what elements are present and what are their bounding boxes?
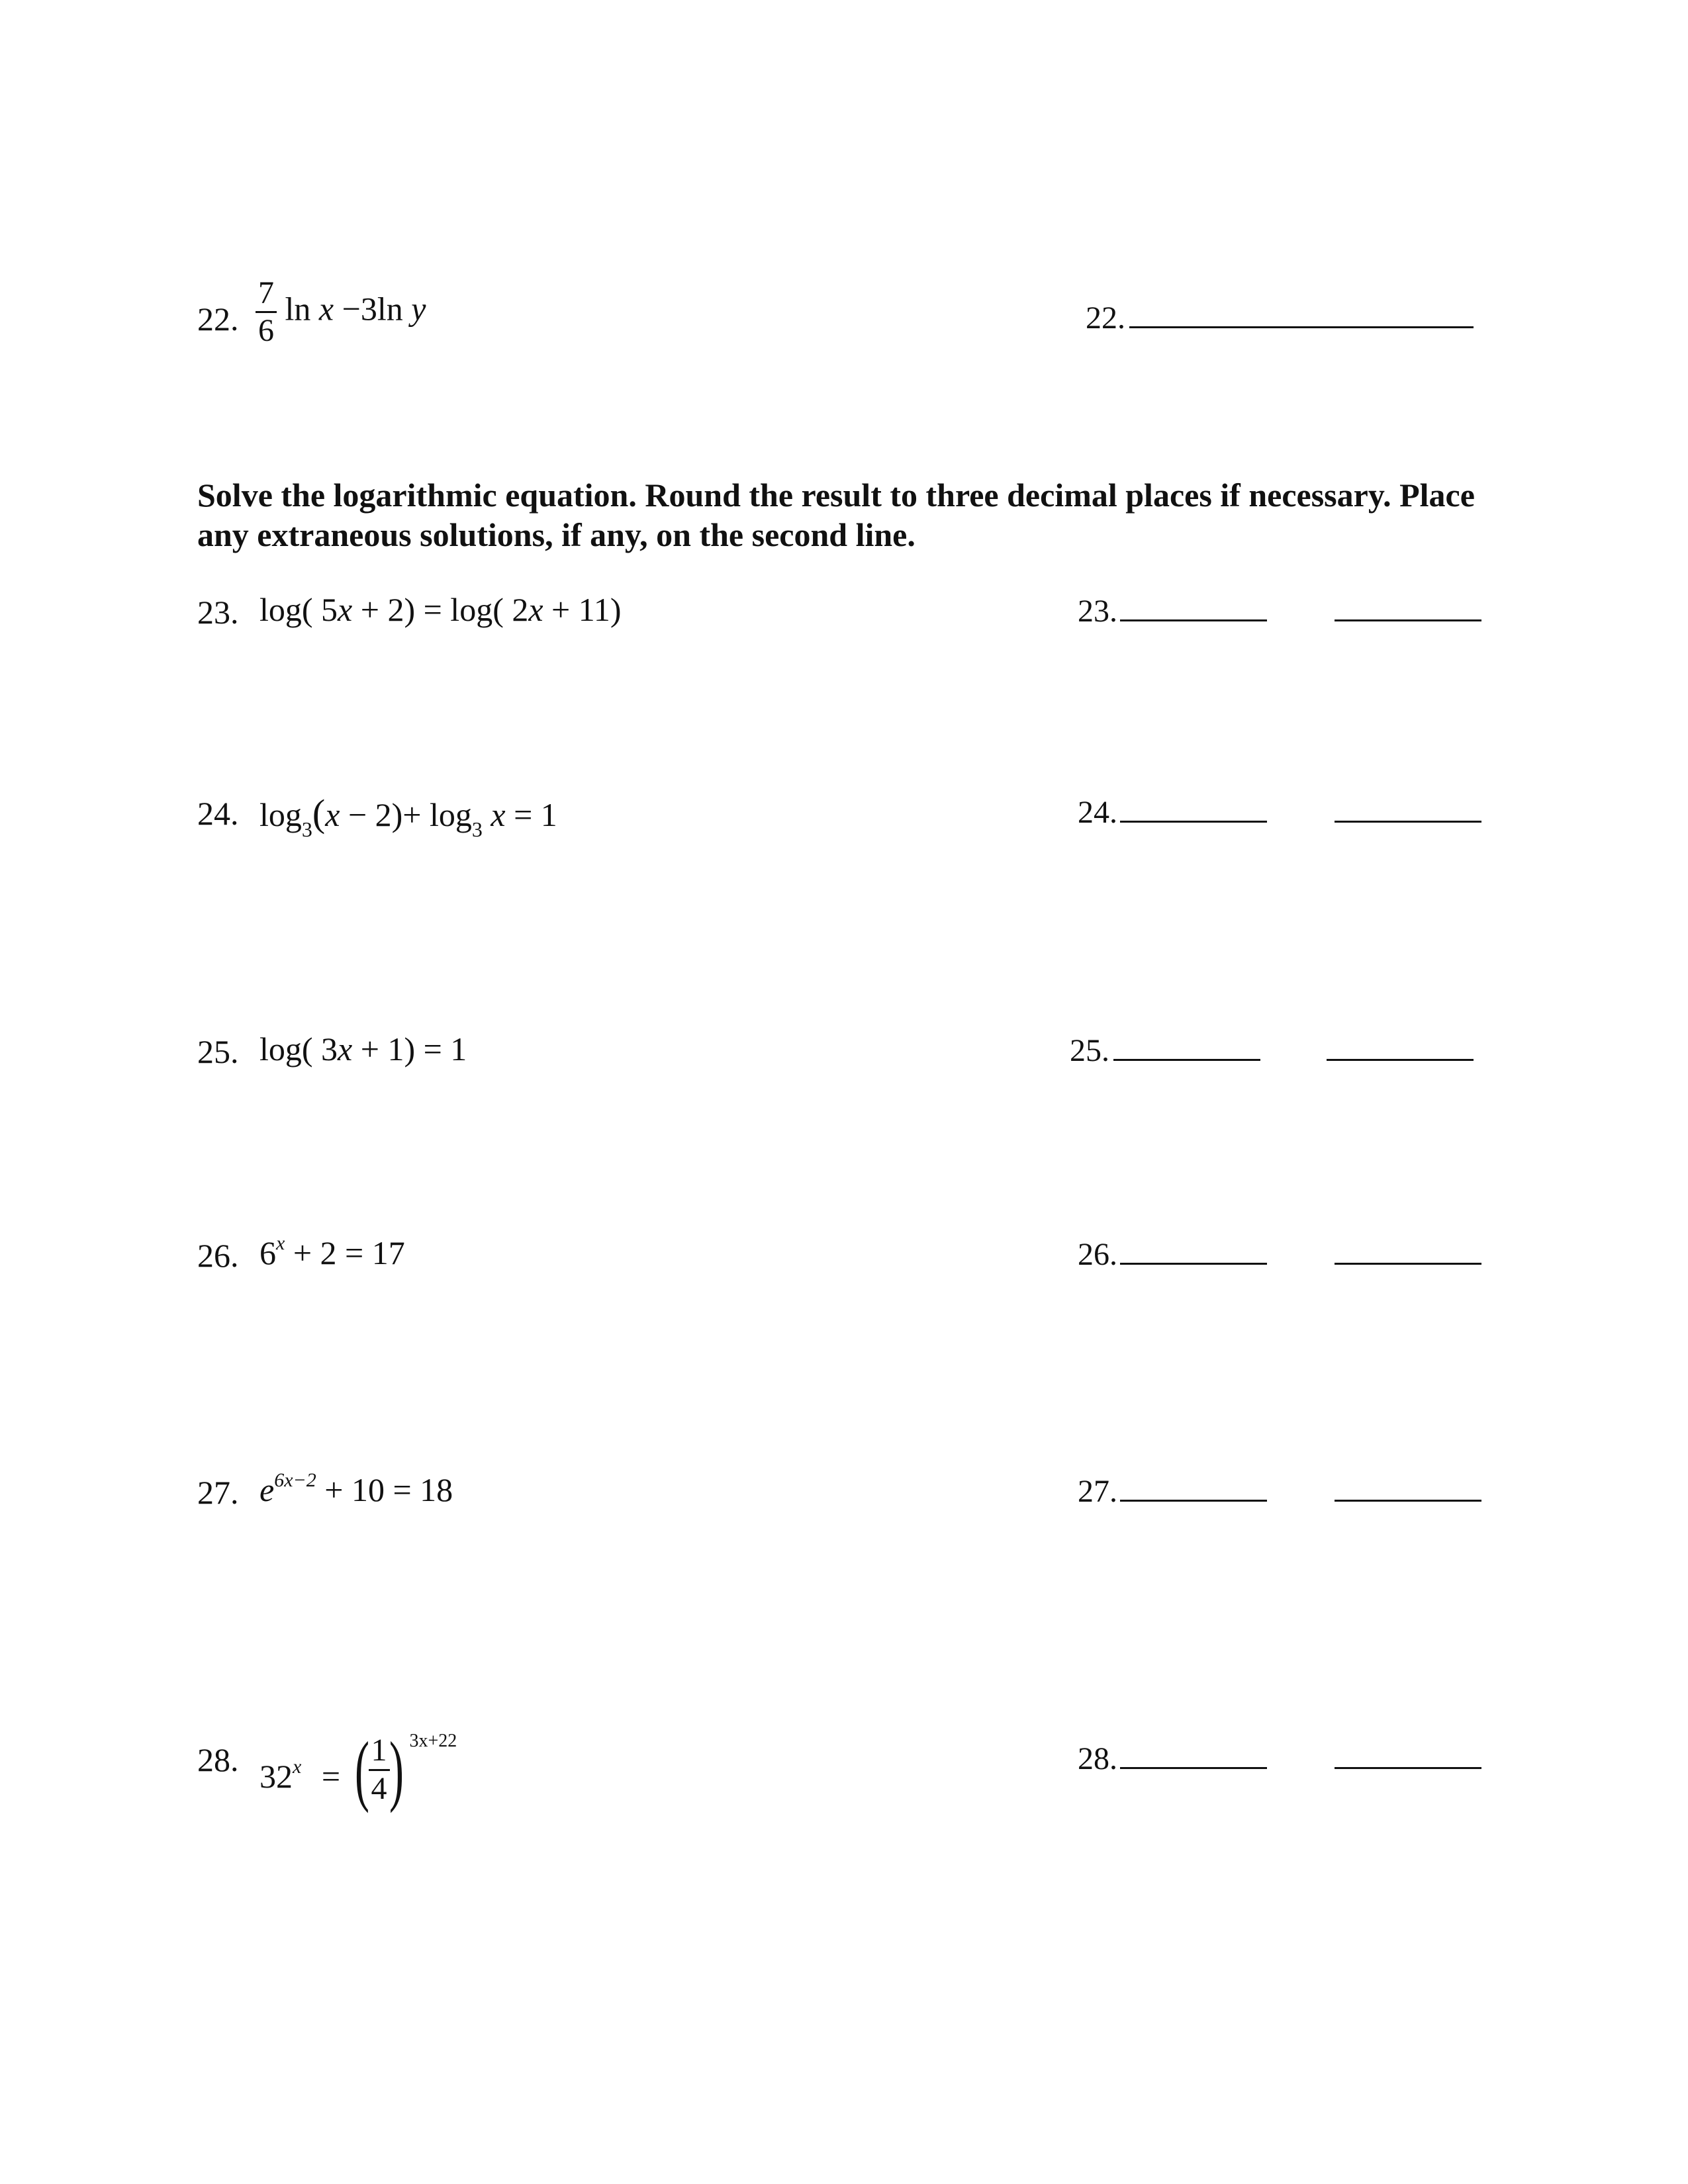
problem-23-expression: log( 5x + 2) = log( 2x + 11)	[259, 591, 622, 628]
left-paren: (	[354, 1725, 369, 1813]
extraneous-line-27[interactable]	[1335, 1500, 1481, 1502]
problem-28-expression: $32_x$ = ( $\frac{1}{4}$ ) 3x+22	[259, 1725, 457, 1813]
instruction-line-2: any extraneous solutions, if any, on the second line.	[197, 516, 915, 553]
problem-number-22: 22.	[197, 300, 239, 338]
answer-label-26: 26.	[1078, 1237, 1117, 1272]
extraneous-line-28[interactable]	[1335, 1767, 1481, 1769]
instruction-line-1: Solve the logarithmic equation. Round the result to three decimal places if necessary. Place	[197, 477, 1475, 514]
fraction-1-4: $\frac{1}{4}$	[369, 1734, 390, 1805]
problem-22-expression: $\frac{7}{6}$ ln x −3ln y	[256, 277, 426, 348]
answer-line-25[interactable]	[1113, 1059, 1260, 1061]
answer-label-24: 24.	[1078, 795, 1117, 830]
answer-line-27[interactable]	[1120, 1500, 1267, 1502]
answer-line-28[interactable]	[1120, 1767, 1267, 1769]
answer-line-22[interactable]	[1129, 326, 1474, 328]
fraction-7-6: $\frac{7}{6}$	[256, 277, 277, 348]
right-paren: )	[389, 1725, 404, 1813]
answer-label-27: 27.	[1078, 1474, 1117, 1509]
answer-line-26[interactable]	[1120, 1263, 1267, 1265]
problem-27-expression: $e^{6x-2} + 10 = 18$	[259, 1469, 453, 1508]
answer-label-28: 28.	[1078, 1741, 1117, 1776]
answer-line-24[interactable]	[1120, 821, 1267, 823]
problem-26-expression: $6^x + 2 = 17$	[259, 1232, 405, 1271]
problem-number-23: 23.	[197, 594, 239, 631]
extraneous-line-23[interactable]	[1335, 619, 1481, 621]
problem-number-26: 26.	[197, 1237, 239, 1274]
problem-24-expression: $\log_3(x - 2)+ \log_3 x = 1$	[259, 792, 557, 841]
answer-label-22: 22.	[1086, 300, 1125, 336]
problem-number-27: 27.	[197, 1474, 239, 1511]
answer-line-23[interactable]	[1120, 619, 1267, 621]
problem-number-28: 28.	[197, 1741, 239, 1778]
problem-number-24: 24.	[197, 795, 239, 832]
problem-number-25: 25.	[197, 1033, 239, 1070]
problem-25-expression: log( 3x + 1) = 1	[259, 1030, 467, 1068]
extraneous-line-24[interactable]	[1335, 821, 1481, 823]
extraneous-line-26[interactable]	[1335, 1263, 1481, 1265]
extraneous-line-25[interactable]	[1327, 1059, 1474, 1061]
answer-label-25: 25.	[1070, 1033, 1109, 1068]
answer-label-23: 23.	[1078, 594, 1117, 629]
